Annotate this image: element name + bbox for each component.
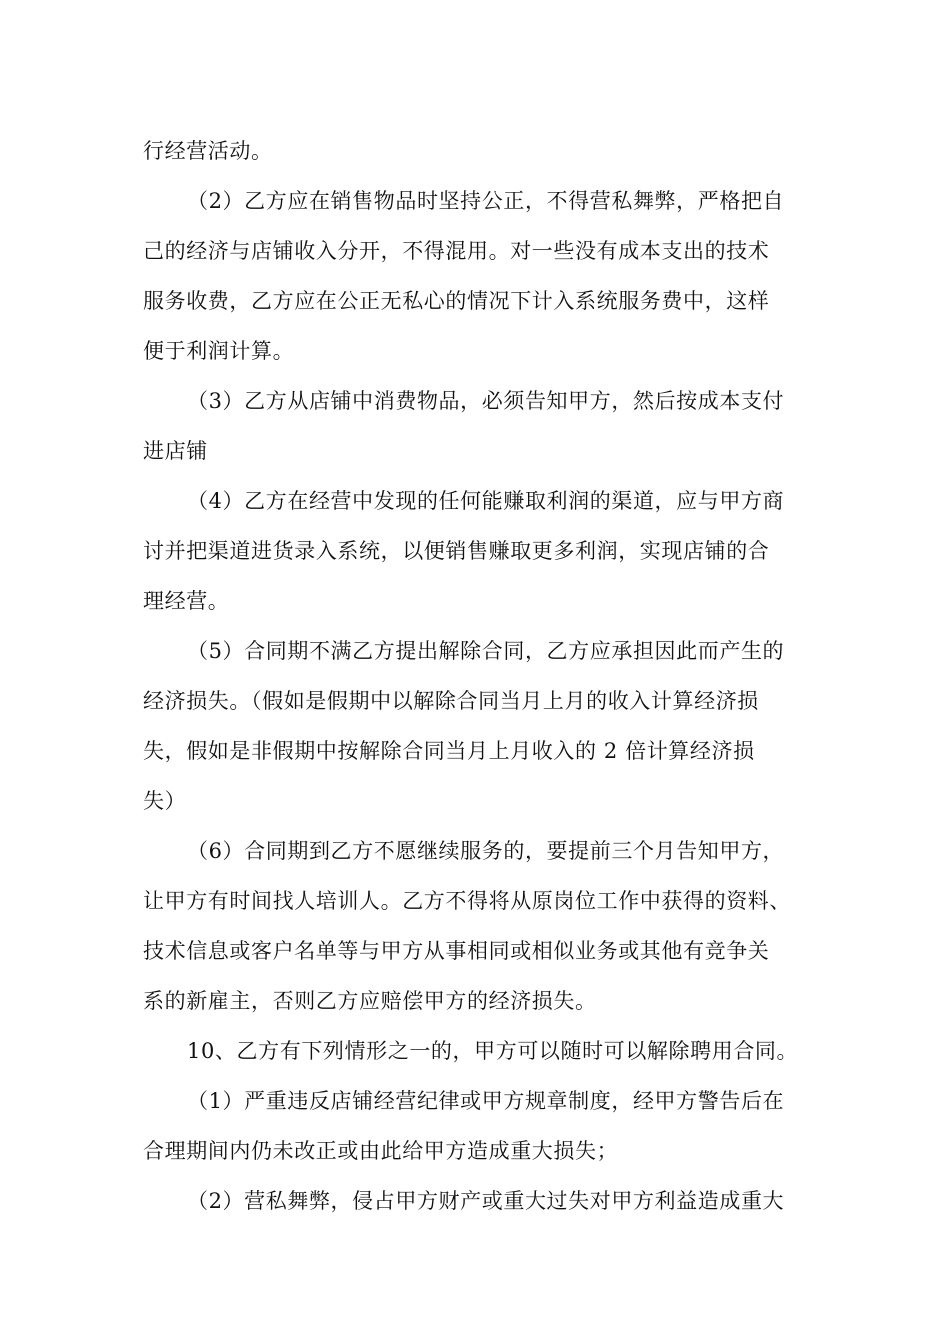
text-line: 10、乙方有下列情形之一的，甲方可以随时可以解除聘用合同。: [187, 1039, 799, 1063]
text-line: 己的经济与店铺收入分开，不得混用。对一些没有成本支出的技术: [143, 239, 770, 263]
text-line: 进店铺: [143, 439, 208, 463]
text-line: 让甲方有时间找人培训人。乙方不得将从原岗位工作中获得的资料、: [143, 889, 791, 913]
text-line: （1）严重违反店铺经营纪律或甲方规章制度，经甲方警告后在: [187, 1089, 785, 1113]
text-line: 经济损失。（假如是假期中以解除合同当月上月的收入计算经济损: [143, 689, 759, 713]
text-line: （2）营私舞弊，侵占甲方财产或重大过失对甲方利益造成重大: [187, 1189, 785, 1213]
text-line: 失）: [143, 789, 187, 813]
text-line: （5）合同期不满乙方提出解除合同，乙方应承担因此而产生的: [187, 639, 785, 663]
text-line: 失，假如是非假期中按解除合同当月上月收入的 2 倍计算经济损: [143, 739, 755, 763]
text-line: 理经营。: [143, 589, 230, 613]
text-line: 合理期间内仍未改正或由此给甲方造成重大损失；: [143, 1139, 619, 1163]
text-line: 技术信息或客户名单等与甲方从事相同或相似业务或其他有竞争关: [143, 939, 770, 963]
text-line: 服务收费，乙方应在公正无私心的情况下计入系统服务费中，这样: [143, 289, 770, 313]
text-line: （3）乙方从店铺中消费物品，必须告知甲方，然后按成本支付: [187, 389, 785, 413]
text-line: 讨并把渠道进货录入系统，以便销售赚取更多利润，实现店铺的合: [143, 539, 770, 563]
text-line: 系的新雇主，否则乙方应赔偿甲方的经济损失。: [143, 989, 597, 1013]
text-line: （6）合同期到乙方不愿继续服务的，要提前三个月告知甲方，: [187, 839, 785, 863]
text-line: 行经营活动。: [143, 139, 273, 163]
text-line: （2）乙方应在销售物品时坚持公正，不得营私舞弊，严格把自: [187, 189, 785, 213]
text-line: （4）乙方在经营中发现的任何能赚取利润的渠道，应与甲方商: [187, 489, 785, 513]
text-line: 便于利润计算。: [143, 339, 295, 363]
